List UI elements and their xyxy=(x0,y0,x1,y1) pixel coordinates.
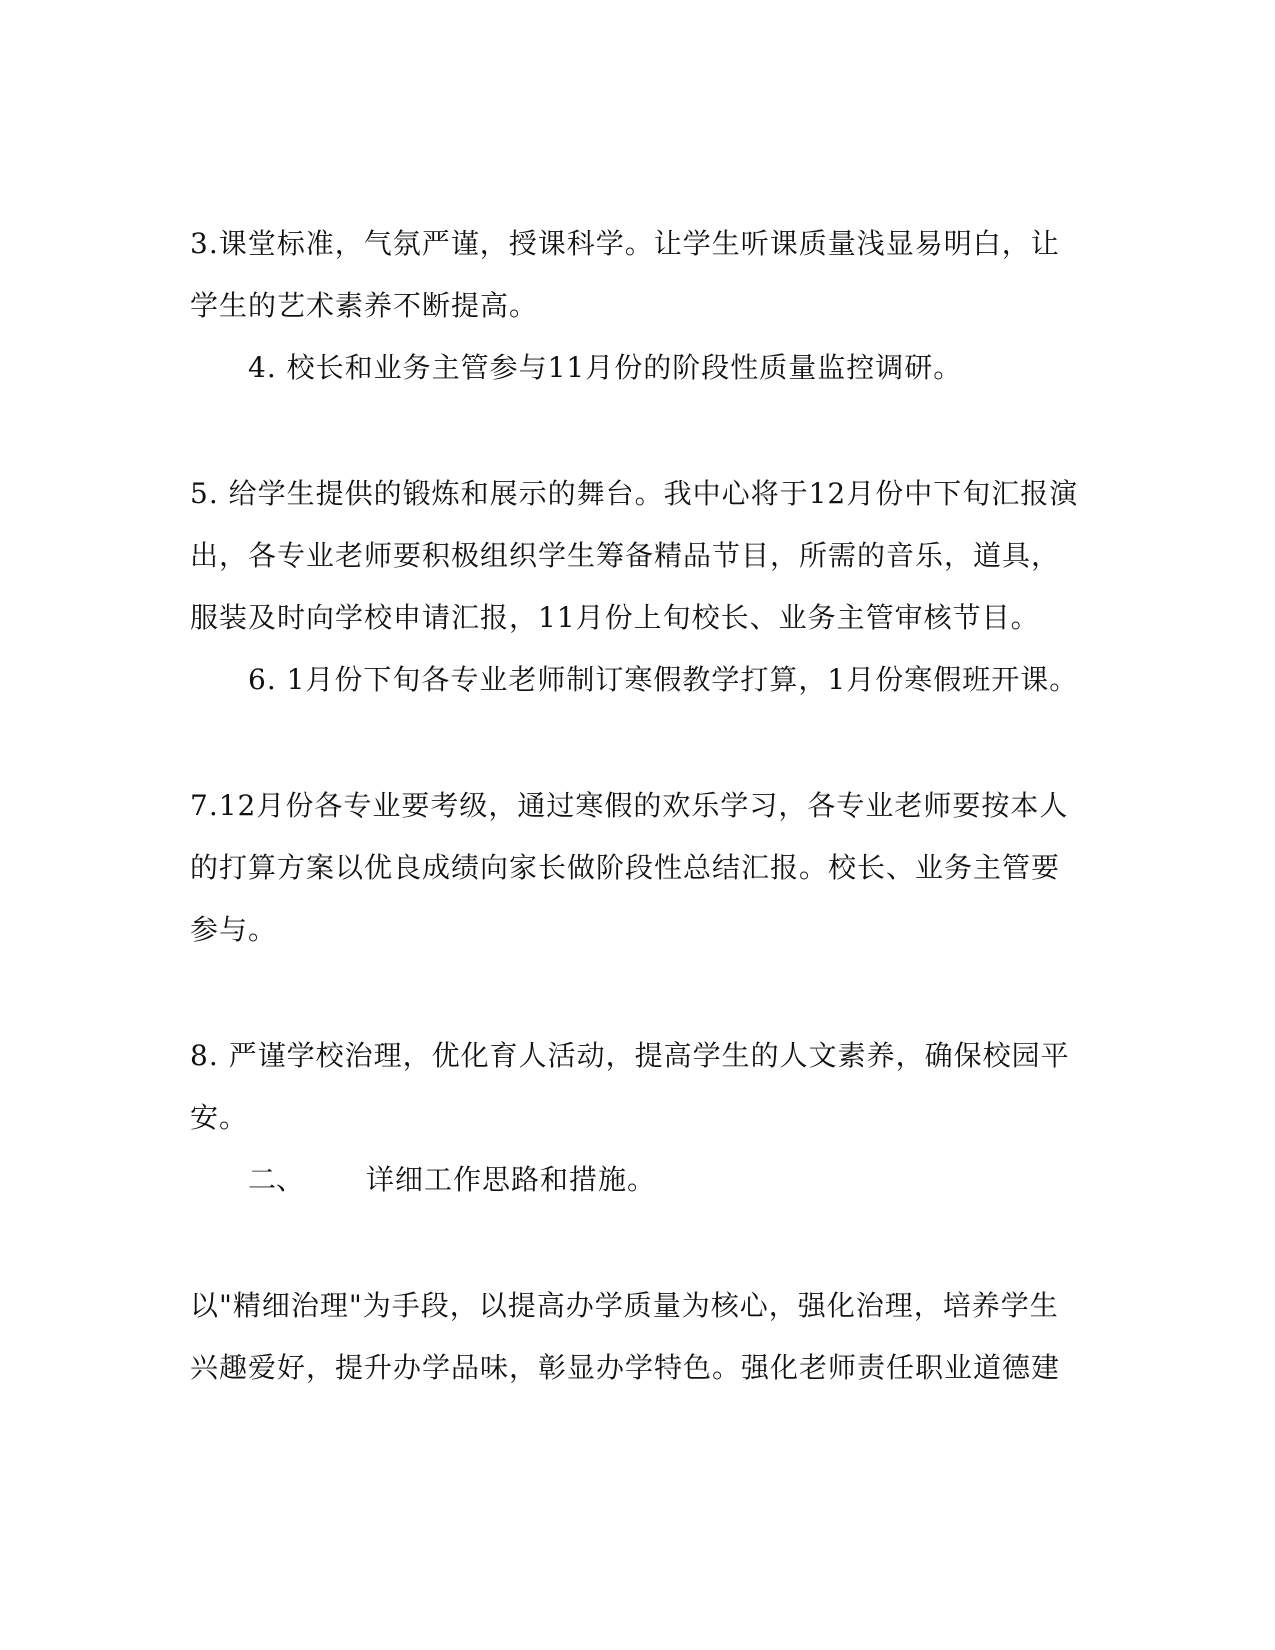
item-3-line-2: 学生的艺术素养不断提高。 xyxy=(190,289,539,322)
item-7-line-3: 参与。 xyxy=(190,913,278,946)
item-3-line-1: 3.课堂标准，气氛严谨，授课科学。让学生听课质量浅显易明白，让 xyxy=(190,227,1060,260)
closing-paragraph-line-2: 兴趣爱好，提升办学品味，彰显办学特色。强化老师责任职业道德建 xyxy=(190,1351,1061,1384)
item-6-line-1: 6. 1月份下旬各专业老师制订寒假教学打算，1月份寒假班开课。 xyxy=(248,663,1079,696)
item-8-line-1: 8. 严谨学校治理，优化育人活动，提高学生的人文素养，确保校园平 xyxy=(190,1039,1070,1072)
section-heading-number: 二、 xyxy=(248,1163,305,1196)
closing-paragraph-line-1: 以"精细治理"为手段，以提高办学质量为核心，强化治理，培养学生 xyxy=(190,1289,1059,1322)
item-4-line-1: 4. 校长和业务主管参与11月份的阶段性质量监控调研。 xyxy=(248,351,963,384)
item-7-line-1: 7.12月份各专业要考级，通过寒假的欢乐学习，各专业老师要按本人 xyxy=(190,789,1069,822)
item-8-line-2: 安。 xyxy=(190,1101,249,1134)
item-5-line-1: 5. 给学生提供的锻炼和展示的舞台。我中心将于12月份中下旬汇报演 xyxy=(190,477,1079,510)
item-7-line-2: 的打算方案以优良成绩向家长做阶段性总结汇报。校长、业务主管要 xyxy=(190,851,1061,884)
item-5-line-3: 服装及时向学校申请汇报，11月份上旬校长、业务主管审核节目。 xyxy=(190,601,1040,634)
item-5-line-2: 出，各专业老师要积极组织学生筹备精品节目，所需的音乐，道具， xyxy=(190,539,1061,572)
section-heading-title: 详细工作思路和措施。 xyxy=(366,1163,657,1196)
